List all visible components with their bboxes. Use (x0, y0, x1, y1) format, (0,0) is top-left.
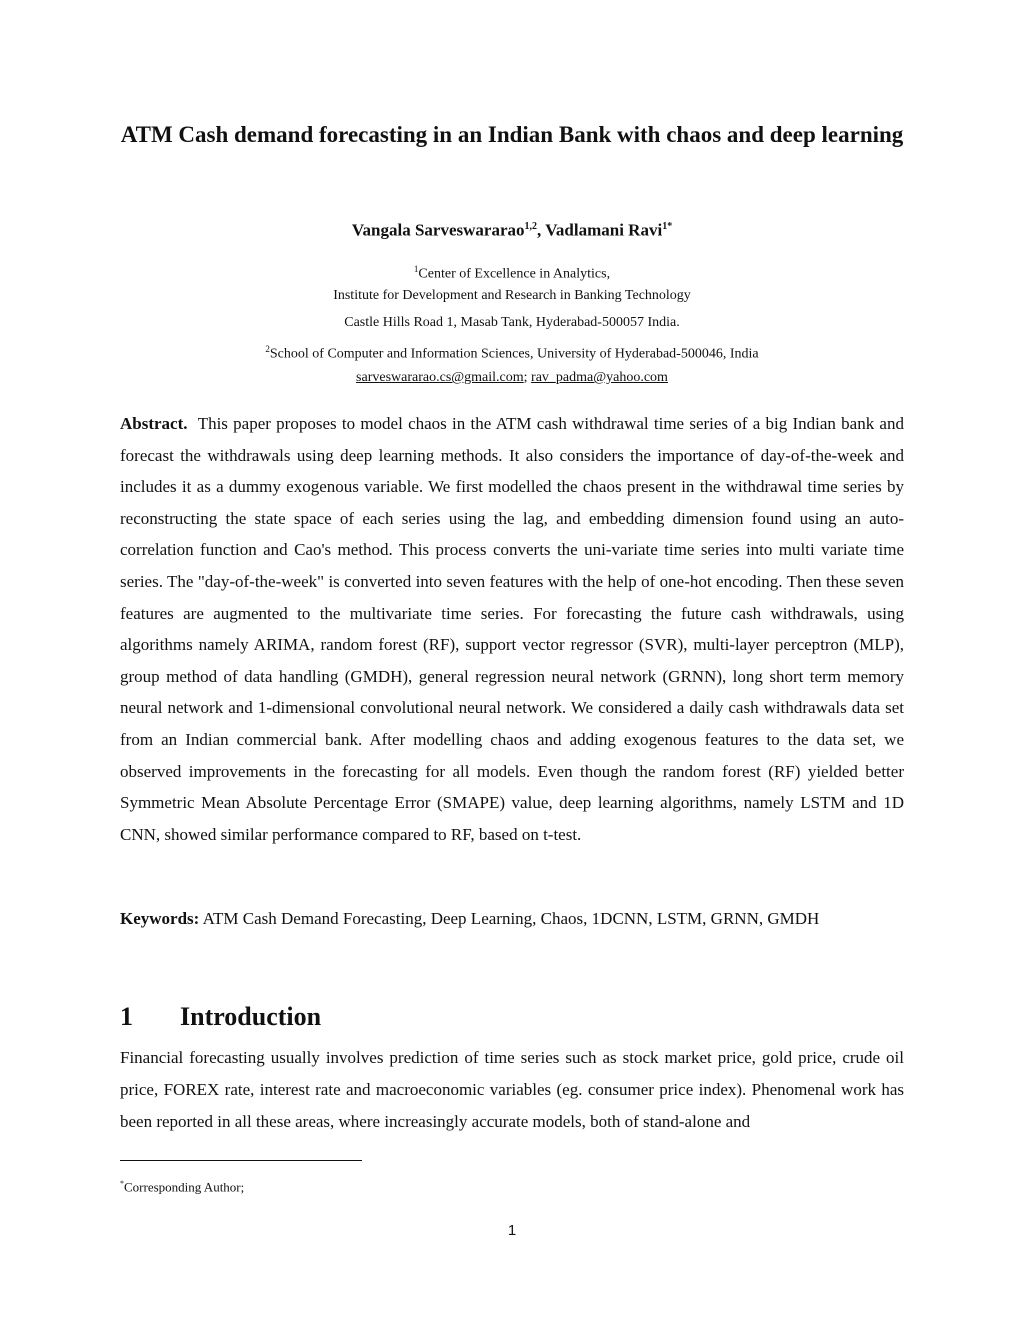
keywords-label: Keywords: (120, 909, 200, 928)
affiliation-text: Center of Excellence in Analytics, (418, 266, 611, 282)
section-title: Introduction (180, 1002, 322, 1031)
email-separator: ; (523, 370, 528, 385)
page-number: 1 (507, 1222, 517, 1239)
author-affil-sup: 1,2 (524, 221, 537, 232)
keywords-text: ATM Cash Demand Forecasting, Deep Learning, Chaos, 1DCNN, LSTM, GRNN, GMDH (202, 909, 820, 928)
author-separator: , (537, 220, 546, 240)
affiliation-text: Institute for Development and Research in Banking Technology (333, 288, 691, 303)
section-heading (120, 1000, 321, 1034)
abstract-text: This paper proposes to model chaos in the ATM cash withdrawal time series of a big Indian bank and forecast the withdrawals using deep learning methods. It also considers the importance of day-of-the-week and includes it as a dummy exogenous variable. We first modelled the chaos present in the withdrawal time series by reconstructing the state space of each series using the lag, and embedding dimension found using an auto-correlation function and Cao's method. This process converts the uni-variate time series into multi variate time series. The "day-of-the-week" is converted into seven features with the help of one-hot encoding. Then these seven features are augmented to the multivariate time series. For forecasting the future cash withdrawals, using algorithms namely ARIMA, random forest (RF), support vector regressor (SVR), multi-layer perceptron (MLP), group method of data handling (GMDH), general regression neural network (GRNN), long short term memory neural network and 1-dimensional convolutional neural network. We considered a daily cash withdrawals data set from an Indian commercial bank. After modelling chaos and adding exogenous features to the data set, we observed improvements in the forecasting for all models. Even though the random forest (RF) yielded better Symmetric Mean Absolute Percentage Error (SMAPE) value, deep learning algorithms, namely LSTM and 1D CNN, showed similar performance compared to RF, based on t-test. (120, 414, 904, 844)
footnote-divider (120, 1160, 362, 1161)
email-line (120, 368, 904, 388)
affiliation-text: Castle Hills Road 1, Masab Tank, Hyderabad-500057 India. (344, 315, 680, 330)
affiliation-line (120, 339, 904, 365)
affiliation-line (120, 286, 904, 306)
footnote (120, 1175, 244, 1196)
email-link[interactable]: sarveswararao.cs@gmail.com (356, 370, 524, 385)
affiliation-sup: 1 (413, 264, 419, 274)
affiliation-line (120, 313, 904, 333)
author-name: Vadlamani Ravi (545, 220, 663, 240)
footnote-marker: * (120, 1179, 124, 1188)
affiliation-text: School of Computer and Information Sciences, University of Hyderabad-500046, India (269, 346, 759, 362)
author-name: Vangala Sarveswararao (351, 220, 525, 240)
keywords (120, 903, 904, 935)
affiliation-line (120, 259, 904, 285)
abstract (120, 408, 904, 850)
footnote-text: Corresponding Author; (124, 1179, 245, 1195)
intro-paragraph: Financial forecasting usually involves prediction of time series such as stock market price, gold price, crude oil price, FOREX rate, interest rate and macroeconomic variables (eg. consumer price index). Phenomenal work has been reported in all these areas, where increasingly accurate models, both of stand-alone and (120, 1048, 904, 1131)
affiliation-sup: 2 (265, 344, 270, 354)
author-affil-sup: 1* (662, 221, 673, 232)
abstract-label: Abstract. (120, 414, 188, 433)
section-number: 1 (120, 1002, 133, 1031)
author-line (120, 215, 904, 243)
paper-title: ATM Cash demand forecasting in an Indian Bank with chaos and deep learning (120, 122, 904, 147)
email-link[interactable]: rav_padma@yahoo.com (531, 370, 668, 385)
